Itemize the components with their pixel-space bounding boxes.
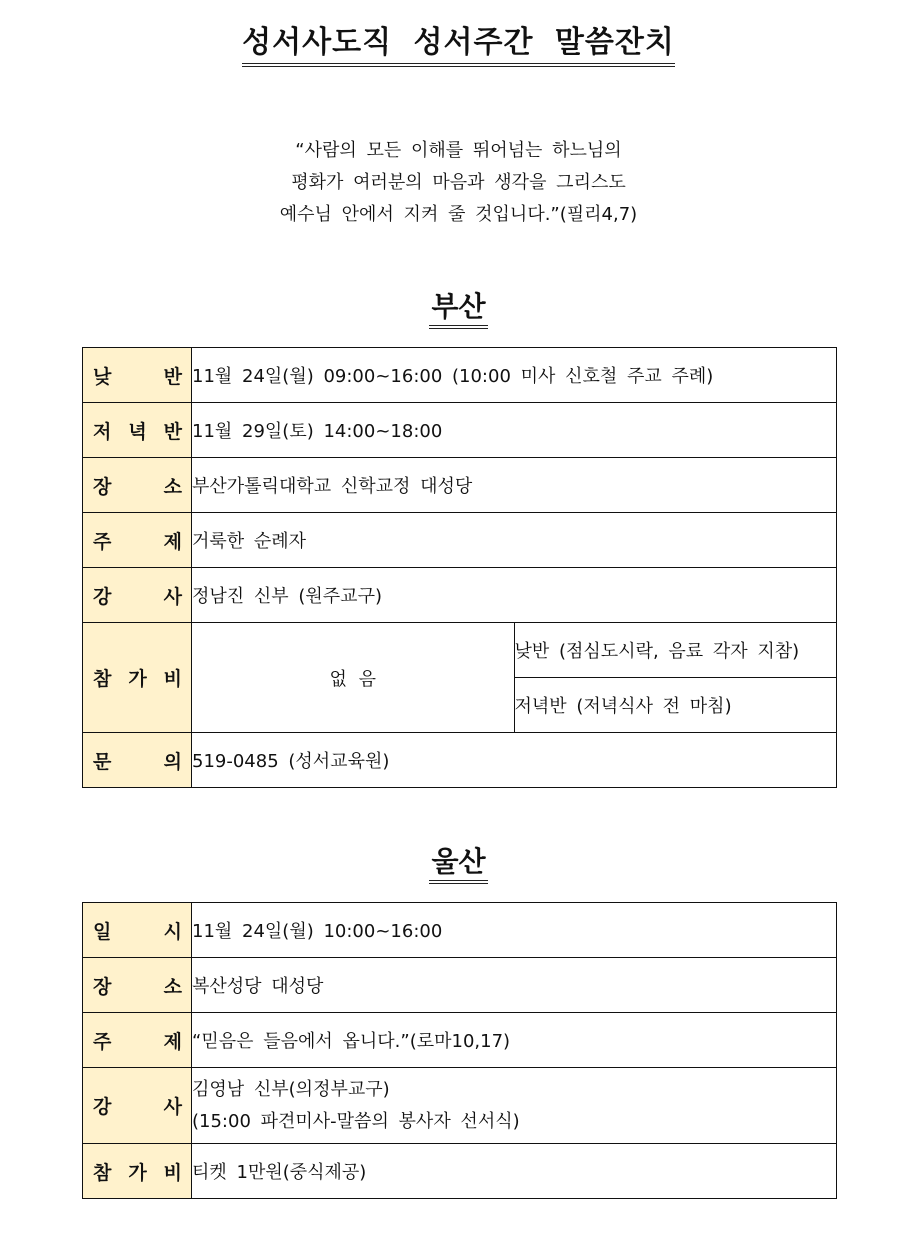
row-value: 519-0485 (성서교육원) <box>192 733 837 788</box>
row-label: 참 가 비 <box>83 1144 192 1199</box>
table-row <box>83 568 837 623</box>
busan-heading: 부산 <box>429 289 487 329</box>
busan-table <box>82 347 837 788</box>
table-row <box>83 623 837 678</box>
table-row <box>83 1013 837 1068</box>
row-value: 11월 29일(토) 14:00~18:00 <box>192 403 837 458</box>
verse-line: 평화가 여러분의 마음과 생각을 그리스도 <box>291 172 626 193</box>
table-row <box>83 348 837 403</box>
document-title-wrap <box>0 24 917 67</box>
row-label: 주 제 <box>83 513 192 568</box>
row-label: 일 시 <box>83 903 192 958</box>
row-value: 부산가톨릭대학교 신학교정 대성당 <box>192 458 837 513</box>
ulsan-table <box>82 902 837 1199</box>
speaker-line: 김영남 신부(의정부교구) <box>192 1078 390 1100</box>
row-value: 11월 24일(월) 10:00~16:00 <box>192 903 837 958</box>
document-title: 성서사도직 성서주간 말씀잔치 <box>242 24 675 67</box>
table-row <box>83 403 837 458</box>
table-row <box>83 958 837 1013</box>
row-label: 장 소 <box>83 458 192 513</box>
verse-line: “사람의 모든 이해를 뛰어넘는 하느님의 <box>295 140 622 161</box>
busan-heading-wrap <box>0 289 917 329</box>
row-label: 장 소 <box>83 958 192 1013</box>
row-value: “믿음은 들음에서 옵니다.”(로마10,17) <box>192 1013 837 1068</box>
bible-verse <box>0 135 917 231</box>
verse-line: 예수님 안에서 지켜 줄 것입니다.”(필리4,7) <box>279 204 638 225</box>
table-row <box>83 513 837 568</box>
row-value: 티켓 1만원(중식제공) <box>192 1144 837 1199</box>
ulsan-heading: 울산 <box>429 844 487 884</box>
table-row <box>83 903 837 958</box>
row-label: 강 사 <box>83 1068 192 1144</box>
row-label: 강 사 <box>83 568 192 623</box>
row-label: 저 녁 반 <box>83 403 192 458</box>
table-row <box>83 458 837 513</box>
row-label: 문 의 <box>83 733 192 788</box>
row-value: 정남진 신부 (원주교구) <box>192 568 837 623</box>
ulsan-heading-wrap <box>0 844 917 884</box>
table-row <box>83 1068 837 1144</box>
fee-note: 저녁반 (저녁식사 전 마침) <box>514 678 837 733</box>
row-value: 복산성당 대성당 <box>192 958 837 1013</box>
fee-amount: 없 음 <box>192 623 515 733</box>
row-value: 11월 24일(월) 09:00~16:00 (10:00 미사 신호철 주교 주례) <box>192 348 837 403</box>
table-row <box>83 1144 837 1199</box>
row-label: 참 가 비 <box>83 623 192 733</box>
row-label: 주 제 <box>83 1013 192 1068</box>
row-value <box>192 1068 837 1144</box>
row-label: 낮 반 <box>83 348 192 403</box>
row-value: 거룩한 순례자 <box>192 513 837 568</box>
fee-note: 낮반 (점심도시락, 음료 각자 지참) <box>514 623 837 678</box>
table-row <box>83 733 837 788</box>
speaker-line: (15:00 파견미사-말씀의 봉사자 선서식) <box>192 1110 520 1132</box>
